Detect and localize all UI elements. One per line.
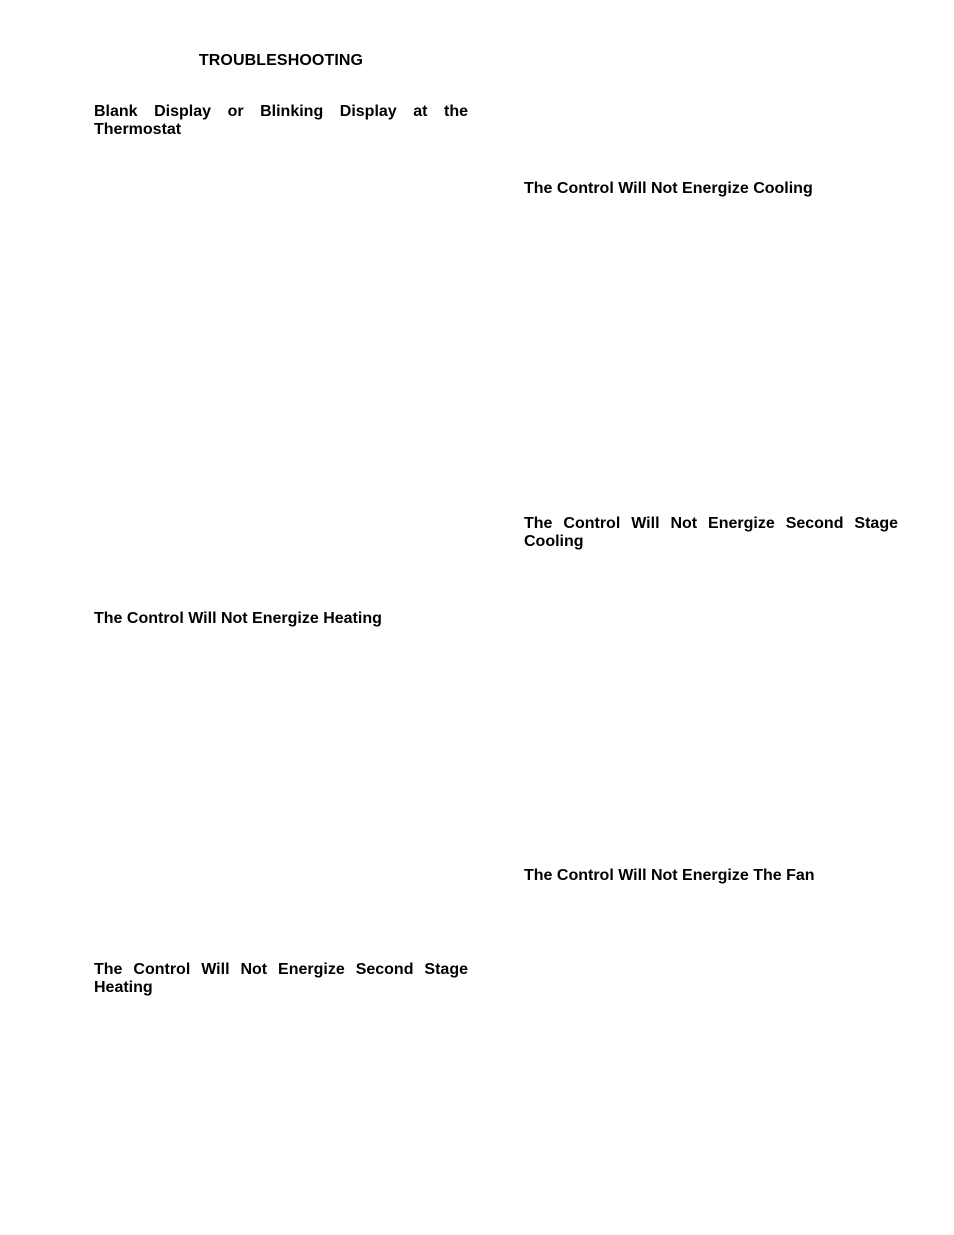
heading-no-second-stage-cooling: The Control Will Not Energize Second Stage Cooling bbox=[524, 515, 898, 550]
page-title: TROUBLESHOOTING bbox=[198, 52, 364, 69]
heading-no-cooling: The Control Will Not Energize Cooling bbox=[524, 180, 813, 197]
heading-no-heating: The Control Will Not Energize Heating bbox=[94, 610, 382, 627]
heading-blank-display: Blank Display or Blinking Display at the Thermostat bbox=[94, 103, 468, 138]
heading-no-second-stage-heating: The Control Will Not Energize Second Stage Heating bbox=[94, 961, 468, 996]
heading-no-fan: The Control Will Not Energize The Fan bbox=[524, 867, 815, 884]
